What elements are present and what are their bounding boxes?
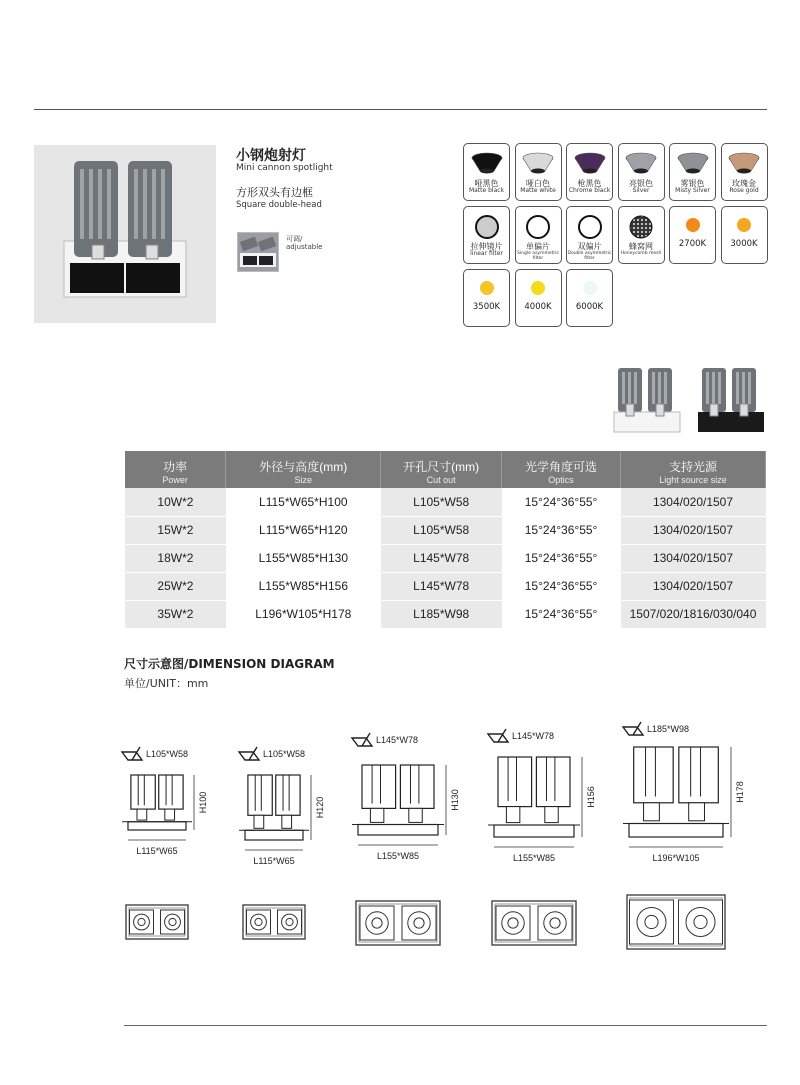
- cutout-label: L145*W78: [512, 731, 555, 741]
- table-cell: 1304/020/1507: [621, 516, 766, 544]
- table-cell: L155*W85*H156: [226, 572, 381, 600]
- bottom-rule: [124, 1025, 767, 1026]
- table-row: [125, 600, 766, 628]
- product-hero-image: [34, 145, 216, 323]
- reflector-swatch-icon: [624, 151, 658, 175]
- reflector-swatch-icon: [521, 151, 555, 175]
- lamp-bracket: [282, 815, 292, 828]
- frame: [494, 825, 574, 837]
- lamp-body: [248, 775, 272, 815]
- option-label-en: Matte black: [468, 187, 505, 194]
- lamp-body: [276, 775, 300, 815]
- table-cell: L115*W65*H100: [226, 488, 381, 516]
- color-temperature-dot-icon: [734, 215, 754, 235]
- lamp-bracket: [137, 809, 147, 820]
- option-label-en: Chrome black: [568, 187, 611, 194]
- color-temperature-dot-icon: [477, 278, 497, 298]
- option-linear-filter: [463, 206, 510, 264]
- table-cell: L115*W65*H120: [226, 516, 381, 544]
- table-cell: 1304/020/1507: [621, 544, 766, 572]
- size-label: L196*W105: [652, 853, 700, 863]
- frame: [245, 830, 303, 840]
- option-single-asymmetric-filter: [515, 206, 562, 264]
- option-matte-white: [515, 143, 562, 201]
- table-cell: L105*W58: [381, 488, 502, 516]
- table-cell: L196*W105*H178: [226, 600, 381, 628]
- option-label-en: linear filter: [470, 250, 503, 257]
- option-misty-silver: [669, 143, 716, 201]
- table-cell: 1507/020/1816/030/040: [621, 600, 766, 628]
- spec-table: [125, 451, 766, 629]
- option-label-zh: 枪黑色: [577, 179, 602, 188]
- lamp-bracket: [545, 807, 558, 823]
- option-2700k: [669, 206, 716, 264]
- height-label: H100: [198, 791, 208, 814]
- product-style-zh: 方形双头有边框: [236, 186, 313, 199]
- top-rule: [34, 109, 767, 110]
- plan-view-cell: [538, 906, 572, 940]
- plan-view-cell: [630, 900, 674, 944]
- cutout-icon: [239, 747, 259, 760]
- option-label-zh: 玫瑰金: [732, 179, 756, 188]
- plan-view-cell: [679, 900, 723, 944]
- table-row: [125, 572, 766, 600]
- cutout-label: L185*W98: [647, 724, 690, 734]
- table-row: [125, 488, 766, 516]
- option-label: 3000K: [730, 239, 758, 249]
- lens-swatch-icon: [525, 214, 551, 240]
- table-cell: L185*W98: [381, 600, 502, 628]
- product-white-version-image: [612, 364, 684, 434]
- reflector-swatch-icon: [727, 151, 761, 175]
- product-name-en: Mini cannon spotlight: [236, 163, 333, 173]
- table-cell: L145*W78: [381, 572, 502, 600]
- plan-view-cell: [402, 906, 436, 940]
- color-temperature-dot-icon: [580, 278, 600, 298]
- option-double-asymmetric-filter: [566, 206, 613, 264]
- option-label-en: Honeycomb mesh: [620, 251, 662, 256]
- table-cell: 35W*2: [125, 600, 226, 628]
- reflector-swatch-icon: [676, 151, 710, 175]
- option-3500k: [463, 269, 510, 327]
- product-style-en: Square double-head: [236, 200, 322, 210]
- option-silver: [618, 143, 665, 201]
- height-label: H130: [450, 789, 460, 811]
- table-cell: L145*W78: [381, 544, 502, 572]
- option-label: 3500K: [472, 302, 501, 312]
- table-cell: 1304/020/1507: [621, 488, 766, 516]
- cutout-label: L145*W78: [376, 735, 419, 745]
- option-label-zh: 单偏片: [526, 242, 550, 251]
- height-label: H120: [315, 796, 325, 819]
- lamp-body: [536, 757, 570, 807]
- lamp-body: [400, 765, 434, 808]
- plan-view-cell: [360, 906, 394, 940]
- spec-header-cell: 功率 Power: [125, 451, 226, 488]
- frame: [629, 824, 723, 838]
- honeycomb-swatch-icon: [628, 214, 654, 240]
- option-label-zh: 哑黑色: [474, 179, 499, 188]
- reflector-swatch-icon: [470, 151, 504, 175]
- color-temperature-dot-icon: [528, 278, 548, 298]
- product-black-version-image: [696, 364, 768, 434]
- lamp-bracket: [506, 807, 519, 823]
- lamp-bracket: [409, 808, 422, 822]
- option-chrome-black: [566, 143, 613, 201]
- table-cell: 15W*2: [125, 516, 226, 544]
- option-label-zh: 哑白色: [526, 179, 550, 188]
- option-label: 2700K: [678, 239, 707, 249]
- option-label-zh: 蜂窝网: [629, 242, 653, 251]
- option-label-en: Matte white: [520, 187, 556, 194]
- option-label-en: Single asymmetric filter: [517, 251, 559, 261]
- height-label: H178: [735, 781, 745, 803]
- spec-header-cell: 外径与高度(mm) Size: [226, 451, 381, 488]
- lamp-bracket: [644, 803, 660, 821]
- option-label-zh: 双偏片: [577, 242, 602, 251]
- option-4000k: [515, 269, 562, 327]
- adjustable-label-zh: 可调/: [286, 235, 303, 243]
- lens-swatch-icon: [577, 214, 603, 240]
- adjustable-label-en: adjustable: [286, 243, 323, 251]
- option-matte-black: [463, 143, 510, 201]
- option-label-en: Silver: [632, 187, 650, 194]
- option-rose-gold: [721, 143, 768, 201]
- option-label-en: Misty Silver: [675, 187, 710, 194]
- option-label: 4000K: [524, 302, 552, 312]
- cutout-icon: [623, 722, 643, 735]
- table-cell: 15°24°36°55°: [502, 544, 621, 572]
- table-cell: 18W*2: [125, 544, 226, 572]
- frame: [358, 825, 438, 836]
- option-label: 6000K: [575, 302, 604, 312]
- table-cell: 15°24°36°55°: [502, 516, 621, 544]
- lamp-body: [131, 775, 155, 809]
- lamp-body: [679, 747, 718, 803]
- table-cell: 15°24°36°55°: [502, 600, 621, 628]
- table-cell: 15°24°36°55°: [502, 572, 621, 600]
- option-label-zh: 雾银色: [680, 179, 705, 188]
- cutout-icon: [122, 747, 142, 760]
- size-label: L155*W85: [376, 851, 420, 861]
- lamp-bracket: [254, 815, 264, 828]
- table-cell: 15°24°36°55°: [502, 488, 621, 516]
- dimension-title: 尺寸示意图/DIMENSION DIAGRAM: [124, 657, 335, 671]
- cutout-label: L105*W58: [146, 749, 189, 759]
- cutout-icon: [352, 733, 372, 746]
- table-row: [125, 516, 766, 544]
- lens-swatch-icon: [474, 214, 500, 240]
- spec-header-cell: 光学角度可选 Optics: [502, 451, 621, 488]
- adjustable-thumbnail: [237, 232, 279, 272]
- reflector-swatch-icon: [573, 151, 607, 175]
- dimension-diagram: [0, 715, 800, 985]
- lamp-body: [362, 765, 396, 808]
- spec-header-cell: 支持光源 Light source size: [621, 451, 766, 488]
- option-3000k: [721, 206, 768, 264]
- cutout-label: L105*W58: [263, 749, 306, 759]
- table-cell: L155*W85*H130: [226, 544, 381, 572]
- lamp-bracket: [370, 808, 383, 822]
- lamp-bracket: [689, 803, 705, 821]
- size-label: L115*W65: [136, 846, 178, 856]
- lamp-body: [159, 775, 183, 809]
- product-name-zh: 小钢炮射灯: [236, 148, 306, 164]
- option-label-en: Rose gold: [729, 187, 759, 194]
- frame: [128, 822, 186, 830]
- size-label: L115*W65: [253, 856, 295, 866]
- spec-header-cell: 开孔尺寸(mm) Cut out: [381, 451, 502, 488]
- table-cell: 25W*2: [125, 572, 226, 600]
- table-row: [125, 544, 766, 572]
- lamp-body: [634, 747, 673, 803]
- option-6000k: [566, 269, 613, 327]
- color-temperature-dot-icon: [683, 215, 703, 235]
- option-label-zh: 拉伸镜片: [470, 242, 503, 251]
- dimension-unit: 单位/UNIT：mm: [124, 677, 209, 690]
- option-honeycomb-mesh: [618, 206, 665, 264]
- option-label-zh: 亮银色: [629, 179, 653, 188]
- plan-view-cell: [496, 906, 530, 940]
- table-cell: 10W*2: [125, 488, 226, 516]
- option-label-en: Double asymmetric filter: [567, 251, 612, 261]
- cutout-icon: [488, 729, 508, 742]
- table-cell: L105*W58: [381, 516, 502, 544]
- lamp-bracket: [165, 809, 175, 820]
- lamp-body: [498, 757, 532, 807]
- size-label: L155*W85: [512, 853, 556, 863]
- table-cell: 1304/020/1507: [621, 572, 766, 600]
- height-label: H156: [586, 786, 596, 808]
